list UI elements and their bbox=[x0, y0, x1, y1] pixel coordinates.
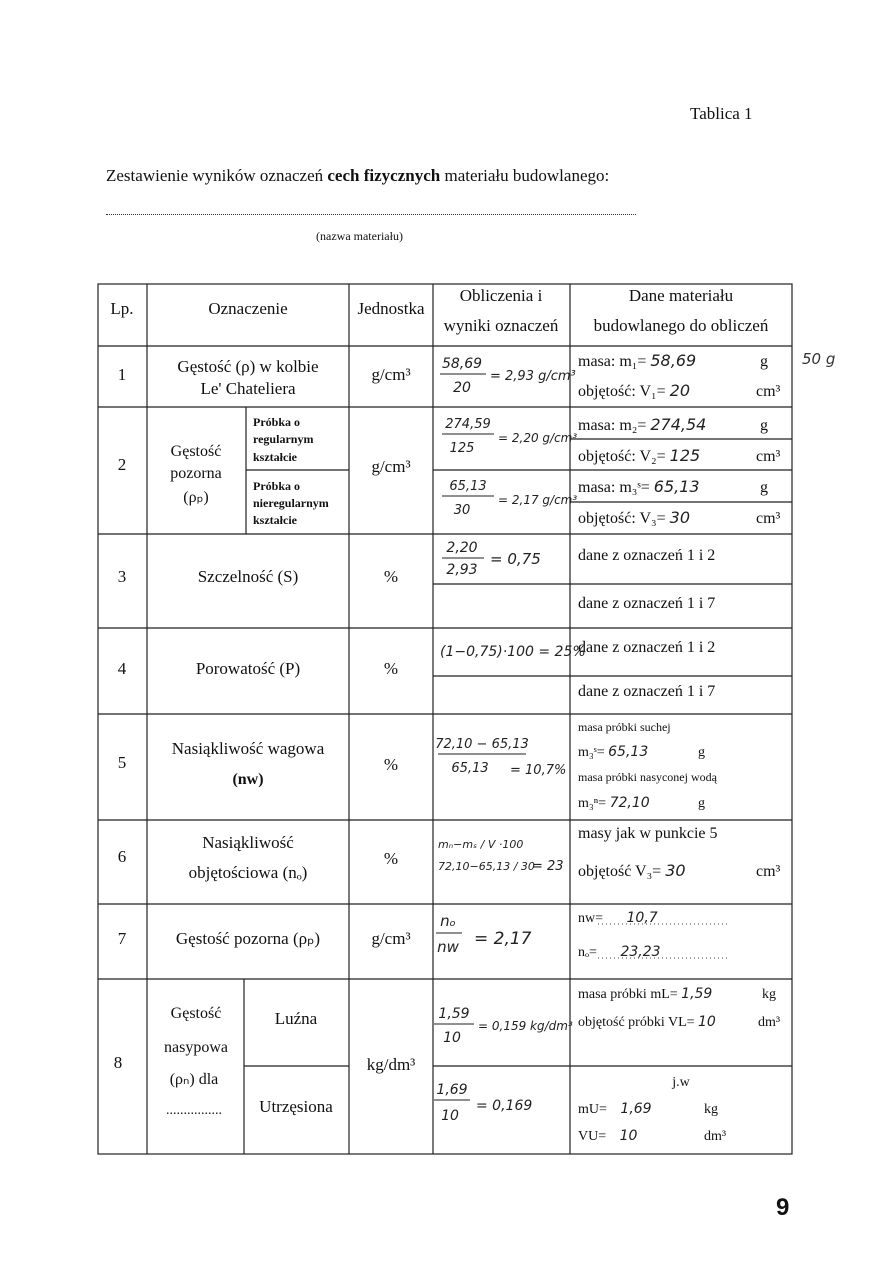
row8-ml-label: masa próbki mL= bbox=[578, 987, 682, 1002]
row8-name-4: ................ bbox=[166, 1103, 222, 1118]
row8-jw: j.w bbox=[672, 1075, 690, 1090]
row6-calc-values: 72,10−65,13 / 30 bbox=[438, 860, 535, 873]
row2-v3 bbox=[578, 508, 690, 527]
row4-lp: 4 bbox=[117, 659, 127, 678]
row6-name-2: objętościowa (nₒ) bbox=[188, 863, 308, 882]
row1-name-2: Le' Chateliera bbox=[200, 379, 296, 398]
row6-vol-value: 30 bbox=[665, 861, 686, 880]
row2-m2-label: masa: m₂= bbox=[578, 417, 651, 434]
row6-vol-unit: cm³ bbox=[756, 863, 781, 880]
row4-dane-a: dane z oznaczeń 1 i 2 bbox=[578, 639, 716, 656]
row2-lp: 2 bbox=[117, 455, 127, 474]
row1-vol-label: objętość: V₁= bbox=[578, 383, 670, 400]
row6-calc-formula: mₙ−mₛ / V ·100 bbox=[438, 838, 524, 851]
row6-unit: % bbox=[383, 849, 399, 868]
row5-dry-label: masa próbki suchej bbox=[578, 720, 671, 734]
row1-name-1: Gęstość (ρ) w kolbie bbox=[177, 357, 319, 376]
row8-calc-a-den: 10 bbox=[443, 1030, 461, 1046]
row2-v3-unit: cm³ bbox=[756, 510, 781, 527]
row8-vl bbox=[578, 1014, 716, 1030]
row6-lp: 6 bbox=[117, 847, 127, 866]
row1-mass-unit: g bbox=[760, 353, 768, 370]
row8-calc-a-num: 1,59 bbox=[438, 1006, 470, 1022]
row8-name-1: Gęstość bbox=[170, 1005, 222, 1022]
row1-vol-unit: cm³ bbox=[756, 383, 781, 400]
row2-name-3: (ρₚ) bbox=[183, 489, 209, 506]
row2-sub-b-1: Próbka o bbox=[253, 479, 301, 493]
col-header-dane-2: budowlanego do obliczeń bbox=[593, 316, 769, 335]
row5-name-2: (nw) bbox=[232, 771, 264, 788]
heading-text-pre: Zestawienie wyników oznaczeń bbox=[106, 166, 328, 185]
col-header-dane-1: Dane materiału bbox=[628, 286, 734, 305]
heading-text-post: materiału budowlanego: bbox=[440, 166, 610, 185]
row2-v2-label: objętość: V₂= bbox=[578, 448, 670, 465]
row5-lp: 5 bbox=[117, 753, 127, 772]
row1-mass-value: 58,69 bbox=[650, 351, 697, 370]
row8-vu-label: VU= bbox=[578, 1129, 610, 1144]
row4-name: Porowatość (P) bbox=[195, 659, 301, 678]
row2-v2 bbox=[578, 446, 700, 465]
row6-dane-a: masy jak w punkcie 5 bbox=[578, 825, 718, 842]
row3-lp: 3 bbox=[117, 567, 127, 586]
row8-ml-unit: kg bbox=[762, 987, 776, 1002]
row8-mu-unit: kg bbox=[704, 1102, 718, 1117]
row8-name-2: nasypowa bbox=[164, 1039, 228, 1056]
row6-vol-label: objętość V₃= bbox=[578, 863, 666, 880]
row8-vu-unit: dm³ bbox=[704, 1129, 727, 1144]
row2-calc-b-num: 65,13 bbox=[449, 479, 487, 494]
row6-name-1: Nasiąkliwość bbox=[202, 833, 294, 852]
row5-dry-mass-unit: g bbox=[698, 745, 705, 760]
row5-calc-den: 65,13 bbox=[451, 761, 489, 776]
row2-sub-b-3: kształcie bbox=[253, 513, 297, 527]
row8-mu-value: 1,69 bbox=[620, 1101, 652, 1117]
row8-calc-b-num: 1,69 bbox=[436, 1082, 468, 1098]
row8-vu-value: 10 bbox=[619, 1128, 638, 1144]
row2-m2 bbox=[578, 415, 706, 434]
row2-v2-value: 125 bbox=[669, 446, 701, 465]
row8-calc-a-res: = 0,159 kg/dm³ bbox=[478, 1019, 573, 1033]
row7-no-value: 23,23 bbox=[620, 944, 661, 960]
row8-ml-value: 1,59 bbox=[681, 986, 713, 1002]
row5-wet-label: masa próbki nasyconej wodą bbox=[578, 770, 717, 784]
row5-calc-res: = 10,7% bbox=[510, 763, 567, 778]
row3-calc-den: 2,93 bbox=[446, 562, 478, 578]
row8-sub-a: Luźna bbox=[274, 1009, 318, 1028]
row8-sub-b: Utrzęsiona bbox=[259, 1097, 333, 1116]
row7-nw-label: nw= bbox=[578, 911, 607, 926]
row5-calc-num: 72,10 − 65,13 bbox=[435, 737, 529, 752]
row5-wet-mass-unit: g bbox=[698, 796, 705, 811]
row6-vol bbox=[578, 861, 686, 880]
row2-v2-unit: cm³ bbox=[756, 448, 781, 465]
row8-unit: kg/dm³ bbox=[366, 1055, 416, 1074]
row1-mass-label: masa: m₁= bbox=[578, 353, 651, 370]
col-header-lp: Lp. bbox=[110, 299, 134, 318]
row8-vu bbox=[578, 1128, 638, 1144]
row2-calc-a-res: = 2,20 g/cm³ bbox=[498, 431, 578, 445]
row8-mu-label: mU= bbox=[578, 1102, 611, 1117]
margin-note: 50 g bbox=[802, 350, 836, 368]
row5-dry-mass-label: m₃ˢ= bbox=[578, 745, 609, 760]
page-number: 9 bbox=[776, 1194, 790, 1221]
row4-unit: % bbox=[383, 659, 399, 678]
row2-m2-unit: g bbox=[760, 417, 768, 434]
row2-calc-a-num: 274,59 bbox=[445, 417, 491, 432]
row7-calc-res: = 2,17 bbox=[474, 929, 532, 949]
row7-no-label: nₒ= bbox=[578, 945, 601, 960]
col-header-obliczenia-2: wyniki oznaczeń bbox=[443, 316, 559, 335]
row1-vol-value: 20 bbox=[669, 381, 690, 400]
row8-lp: 8 bbox=[113, 1053, 123, 1072]
row3-dane-b: dane z oznaczeń 1 i 7 bbox=[578, 595, 716, 612]
row7-nw bbox=[578, 910, 658, 926]
heading-text-bold: cech fizycznych bbox=[327, 166, 441, 185]
row5-wet-mass-label: m₃ⁿ= bbox=[578, 796, 610, 811]
row3-dane-a: dane z oznaczeń 1 i 2 bbox=[578, 547, 716, 564]
row8-calc-b-res: = 0,169 bbox=[476, 1098, 533, 1114]
row4-calc: (1−0,75)·100 = 25% bbox=[440, 644, 586, 660]
row5-unit: % bbox=[383, 755, 399, 774]
row8-vl-value: 10 bbox=[698, 1014, 716, 1030]
row7-unit: g/cm³ bbox=[371, 929, 411, 948]
row7-lp: 7 bbox=[117, 929, 127, 948]
row8-ml bbox=[578, 986, 712, 1002]
row1-unit: g/cm³ bbox=[371, 365, 411, 384]
row4-dane-b: dane z oznaczeń 1 i 7 bbox=[578, 683, 716, 700]
row2-name-1: Gęstość bbox=[170, 443, 222, 460]
col-header-jednostka: Jednostka bbox=[357, 299, 425, 318]
row3-calc-num: 2,20 bbox=[446, 540, 478, 556]
row5-dry-mass-value: 65,13 bbox=[608, 744, 649, 760]
row1-vol bbox=[578, 381, 690, 400]
row3-name: Szczelność (S) bbox=[197, 567, 299, 586]
row2-v3-label: objętość: V₃= bbox=[578, 510, 670, 527]
row2-m3 bbox=[578, 477, 700, 496]
row2-calc-b-den: 30 bbox=[453, 503, 471, 518]
row7-calc-num: nₒ bbox=[440, 912, 456, 930]
row7-name: Gęstość pozorna (ρₚ) bbox=[175, 929, 321, 948]
row2-name-2: pozorna bbox=[170, 465, 222, 482]
row7-calc-den: nw bbox=[437, 938, 459, 956]
row2-sub-a-1: Próbka o bbox=[253, 415, 301, 429]
row5-wet-mass bbox=[578, 795, 650, 811]
row8-vl-label: objętość próbki VL= bbox=[578, 1015, 699, 1030]
row1-lp: 1 bbox=[117, 365, 127, 384]
row8-name-3: (ρₙ) dla bbox=[169, 1071, 219, 1088]
material-name-label: (nazwa materiału) bbox=[316, 229, 403, 243]
row1-calc-res: = 2,93 g/cm³ bbox=[490, 369, 576, 384]
row6-calc-res: = 23 bbox=[532, 859, 564, 874]
row5-name-1: Nasiąkliwość wagowa bbox=[171, 739, 325, 758]
row7-nw-value: 10,7 bbox=[626, 910, 658, 926]
row1-calc-den: 20 bbox=[453, 380, 471, 396]
row8-calc-b-den: 10 bbox=[441, 1108, 459, 1124]
col-header-oznaczenie: Oznaczenie bbox=[208, 299, 288, 318]
row5-dry-mass bbox=[578, 744, 648, 760]
row2-unit: g/cm³ bbox=[371, 457, 411, 476]
row1-calc-num: 58,69 bbox=[441, 356, 483, 372]
row2-m3-value: 65,13 bbox=[653, 477, 700, 496]
row8-mu bbox=[578, 1101, 652, 1117]
row2-sub-b-2: nieregularnym bbox=[253, 496, 329, 510]
row2-m2-value: 274,54 bbox=[650, 415, 707, 434]
table-number: Tablica 1 bbox=[690, 104, 753, 123]
row2-v3-value: 30 bbox=[669, 508, 690, 527]
row2-m3-unit: g bbox=[760, 479, 768, 496]
row8-vl-unit: dm³ bbox=[758, 1015, 781, 1030]
row5-wet-mass-value: 72,10 bbox=[609, 795, 650, 811]
row3-calc-res: = 0,75 bbox=[490, 550, 541, 568]
row2-sub-a-3: kształcie bbox=[253, 450, 297, 464]
row2-calc-b-res: = 2,17 g/cm³ bbox=[498, 493, 578, 507]
col-header-obliczenia-1: Obliczenia i bbox=[459, 286, 543, 305]
row1-mass bbox=[578, 351, 696, 370]
row2-m3-label: masa: m₃ˢ= bbox=[578, 479, 654, 496]
row2-sub-a-2: regularnym bbox=[253, 432, 314, 446]
row7-no bbox=[578, 944, 661, 960]
row2-calc-a-den: 125 bbox=[449, 441, 475, 456]
row3-unit: % bbox=[383, 567, 399, 586]
